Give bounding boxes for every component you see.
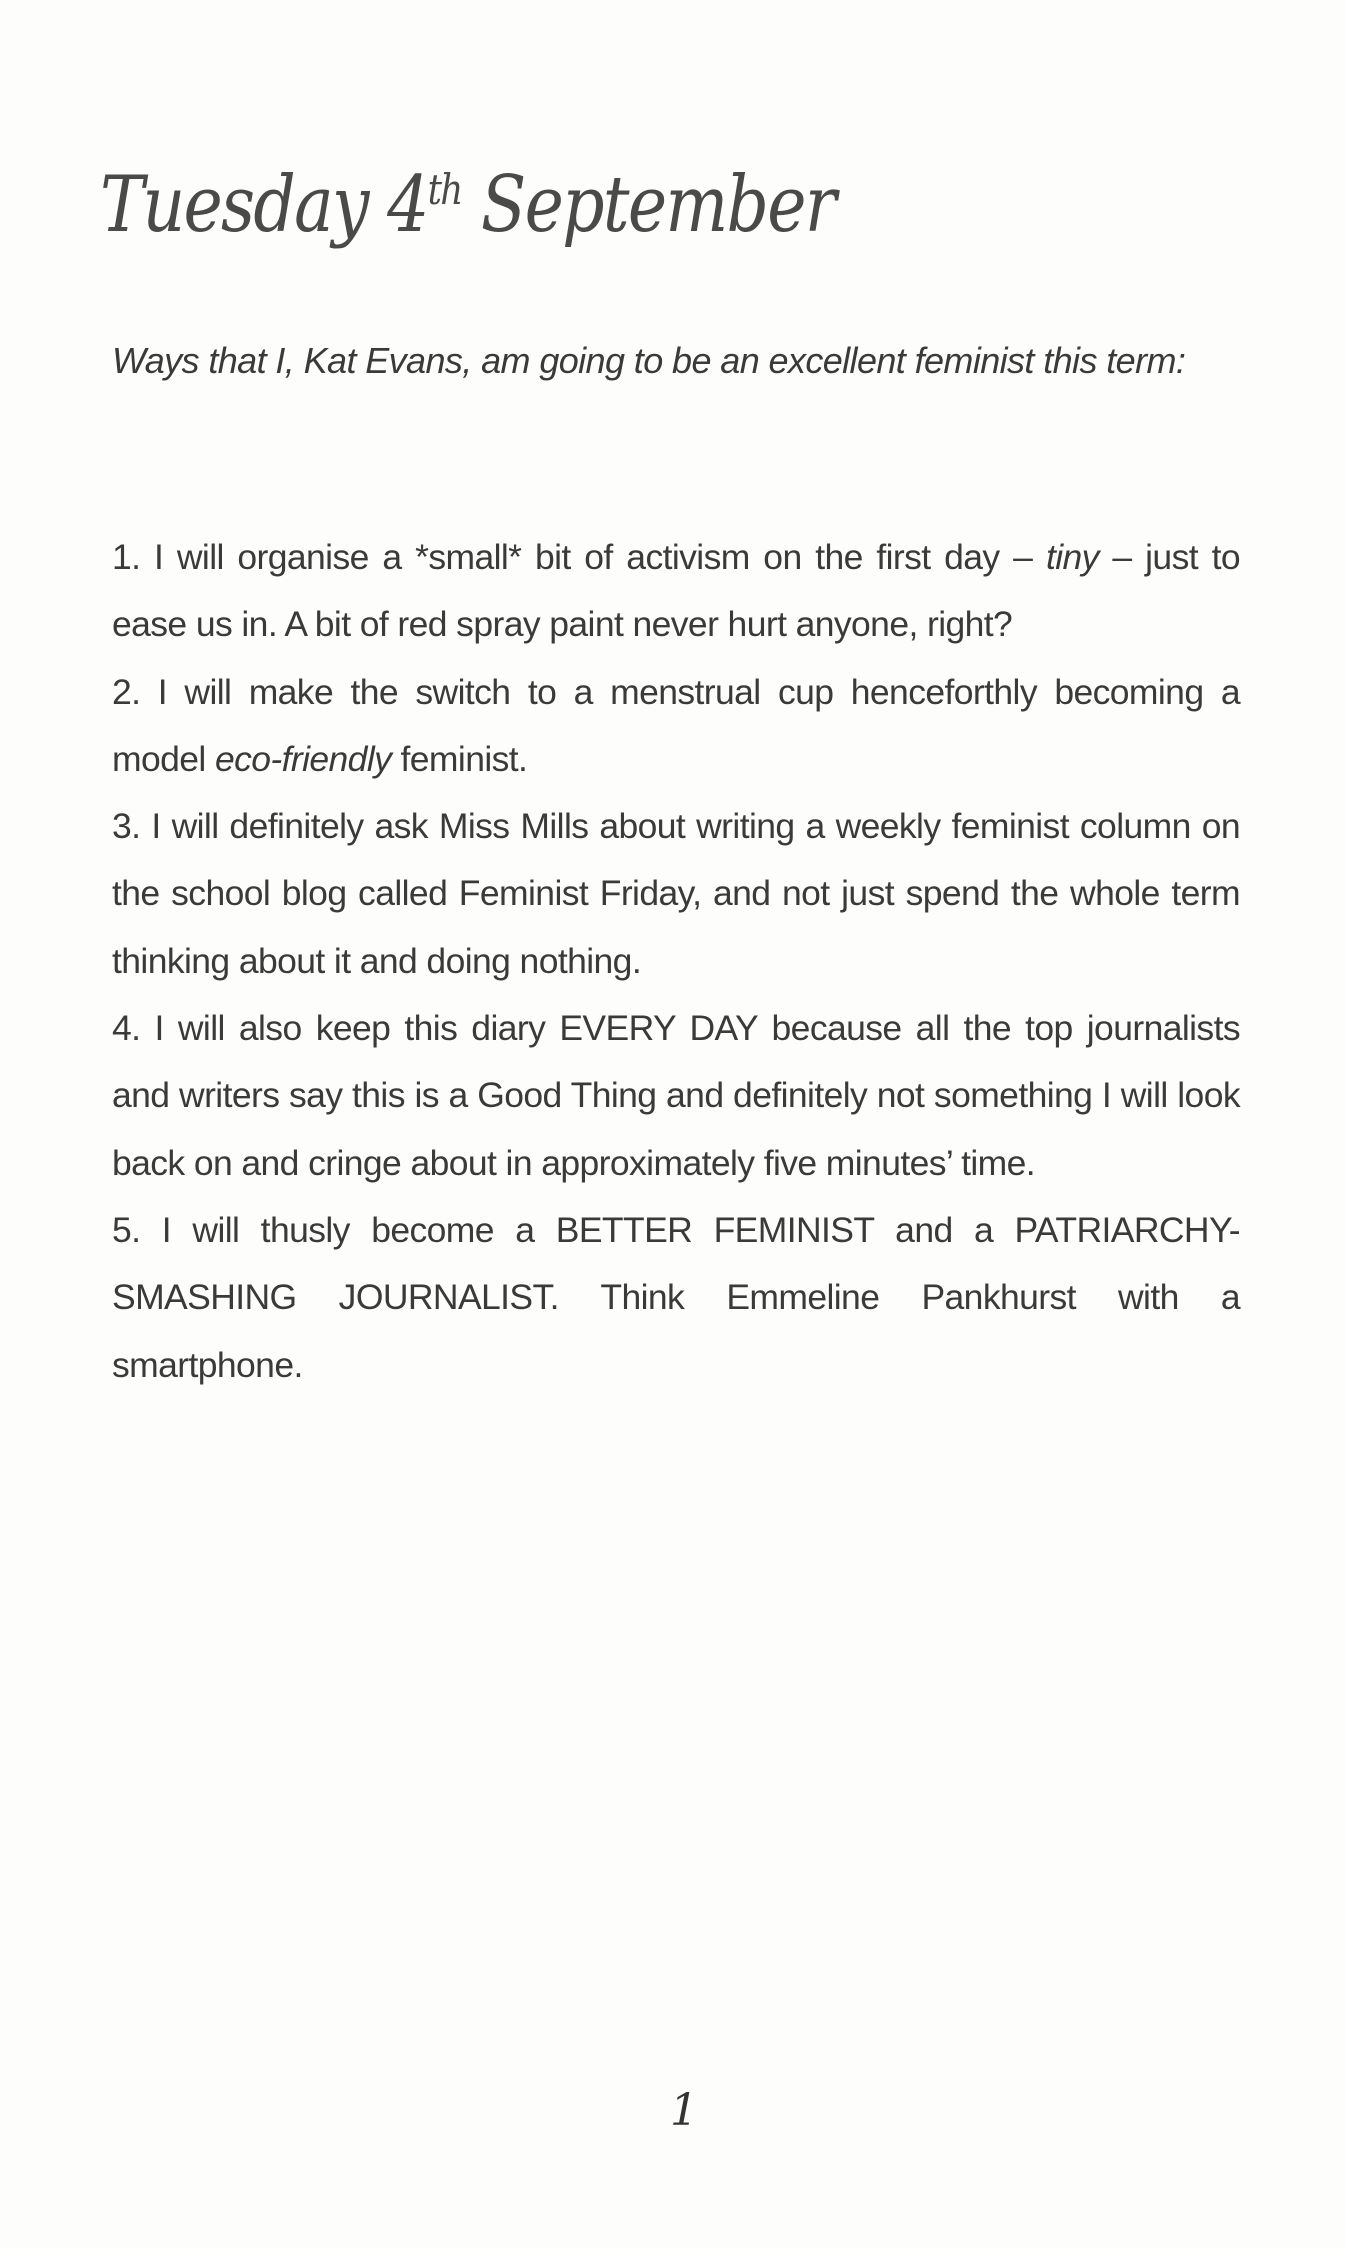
page-number: 1 [670,2085,698,2136]
heading-day: Tuesday 4 [100,160,428,250]
item-text: 4. I will also keep this diary EVERY DAY because all the top journalists and writers say this is a Good Thing and definitely not something I will look back on and cringe about in approximately five minutes’ time. [112,1008,1240,1183]
item-text: – just to ease us in. A bit of red spray paint never hurt anyone, right? [112,537,1240,645]
list-item [112,1197,1240,1399]
item-emphasis: eco-friendly [214,738,392,779]
item-text: 1. I will organise a *small* bit of activism on the first day – [112,537,1046,577]
resolution-list [112,524,1240,1399]
list-item [112,793,1240,995]
list-item [112,659,1240,794]
list-item [112,995,1240,1197]
item-text: feminist. [391,738,528,779]
intro-text: Ways that I, Kat Evans, am going to be an excellent feminist this term: [112,340,1186,381]
item-text: 5. I will thusly become a BETTER FEMINIST and a PATRIARCHY-SMASHING JOURNALIST. Think Emmeline Pankhurst with a smartphone. [112,1209,1240,1385]
diary-date-heading [100,160,835,250]
item-text: 3. I will definitely ask Miss Mills about writing a weekly feminist column on the school blog called Feminist Friday, and not just spend the whole term thinking about it and doing nothing. [112,806,1240,981]
list-item [112,524,1240,659]
heading-month: September [480,160,835,250]
item-text: 2. I will make the switch to a menstrual cup henceforthly becoming a model [112,671,1240,779]
item-emphasis: tiny [1045,537,1099,577]
heading-ordinal: th [427,165,462,214]
